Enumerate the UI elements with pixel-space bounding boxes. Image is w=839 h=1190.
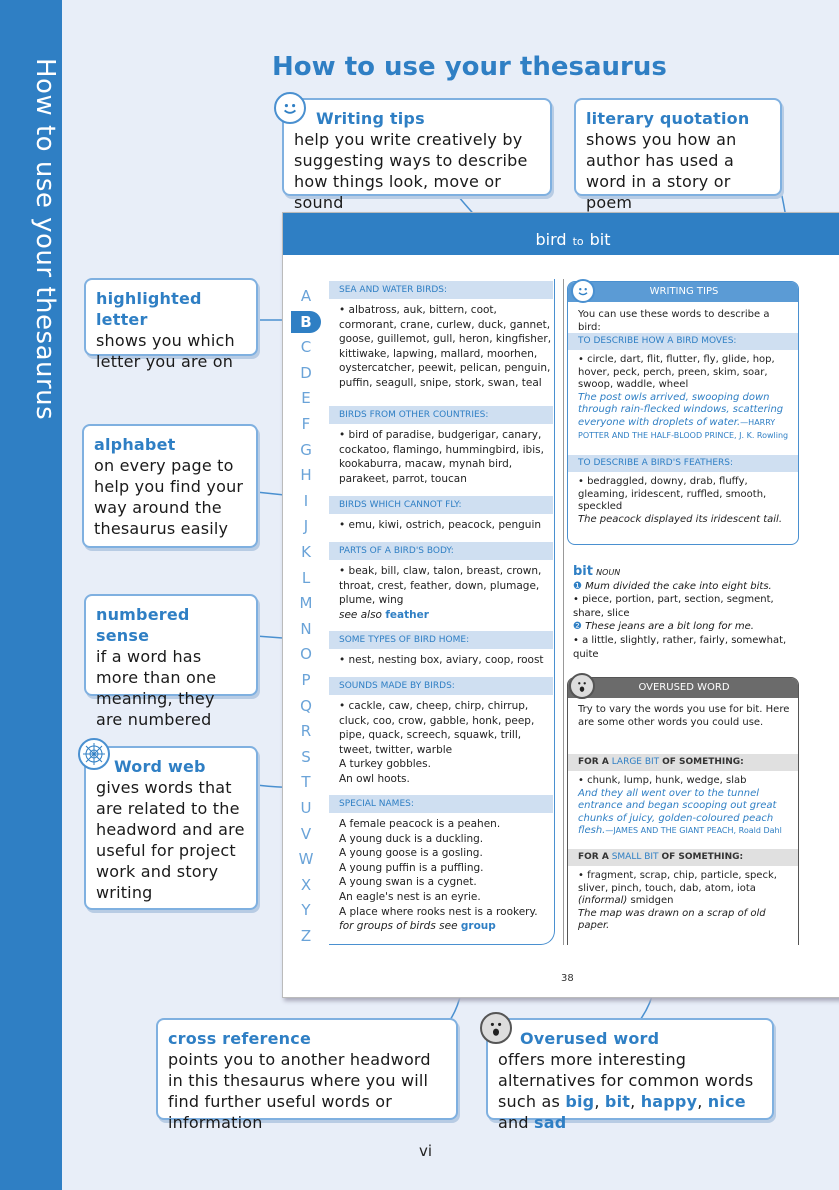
literary-quote: And they all went over to the tunnel entrance and began scooping out great chunks of juicy, golden-coloured peach flesh. xyxy=(578,787,777,837)
alphabet-letter[interactable]: R xyxy=(300,722,312,741)
callout-title: highlighted letter xyxy=(96,289,202,329)
section-text: • emu, kiwi, ostrich, peacock, penguin xyxy=(339,519,542,531)
box-text xyxy=(578,775,794,838)
page-header xyxy=(283,213,839,255)
word-link[interactable]: big xyxy=(565,1092,595,1111)
conjunction: and xyxy=(498,1113,529,1132)
sub-label: FOR A xyxy=(578,757,609,767)
section-heading: SOME TYPES OF BIRD HOME: xyxy=(329,631,553,649)
section-line: A young swan is a cygnet. xyxy=(339,876,477,889)
web-icon xyxy=(78,738,110,770)
sub-keyword: SMALL BIT xyxy=(611,852,659,862)
section-line: A turkey gobbles. xyxy=(339,758,431,771)
quote-source: —HARRY POTTER AND THE HALF-BLOOD PRINCE, J. K. Rowling xyxy=(578,417,789,440)
word-link[interactable]: nice xyxy=(707,1092,746,1111)
box-text xyxy=(578,870,794,933)
example-sentence: Mum divided the cake into eight bits. xyxy=(585,580,772,592)
callout-text: gives words that are related to the headword and are useful for project work and story writing xyxy=(96,778,245,902)
sense-number-icon: ❷ xyxy=(573,621,582,633)
literary-quote: The post owls arrived, swooping down through rain-flecked windows, scattering everyone with droplets of water. xyxy=(578,391,784,428)
cross-reference-label: for groups of birds see xyxy=(339,920,458,933)
section-line: A place where rooks nest is a rookery. xyxy=(339,905,538,918)
alphabet-letter[interactable]: Y xyxy=(301,901,311,920)
section-heading: SPECIAL NAMES: xyxy=(329,795,553,813)
example-sentence: The peacock displayed its iridescent tail. xyxy=(578,513,783,525)
alphabet-letter[interactable]: Z xyxy=(300,927,312,945)
callout-text: help you write creatively by suggesting ways to describe how things look, move or sound xyxy=(294,130,528,212)
callout-numbered-sense xyxy=(84,594,258,729)
alphabet-letter[interactable]: U xyxy=(300,799,312,817)
callout-cross-reference xyxy=(156,1018,458,1132)
word-link[interactable]: happy xyxy=(640,1092,698,1111)
example-sentence: The map was drawn on a scrap of old paper. xyxy=(578,907,766,932)
word-list: • chunk, lump, hunk, wedge, slab xyxy=(578,775,747,786)
section-text xyxy=(339,564,553,622)
alphabet-letter[interactable]: A xyxy=(300,287,312,305)
smiley-icon xyxy=(571,279,595,303)
column-divider xyxy=(563,279,564,945)
word-list: • bedraggled, downy, drab, fluffy, gleaming, iridescent, ruffled, smooth, speckled xyxy=(578,476,767,513)
callout-title: Writing tips xyxy=(316,109,425,128)
entry-bit xyxy=(573,565,803,661)
section-heading: SOUNDS MADE BY BIRDS: xyxy=(329,677,553,695)
callout-word-web xyxy=(84,746,258,910)
box-subheading xyxy=(568,754,799,771)
word-list: • circle, dart, flit, flutter, fly, glide, hop, hover, peck, perch, preen, skim, soar, swoop, waddle, wheel xyxy=(578,354,775,391)
smiley-icon xyxy=(274,92,306,124)
box-intro: Try to vary the words you use for bit. Here are some other words you could use. xyxy=(578,704,790,728)
word-list: • fragment, scrap, chip, particle, speck, sliver, pinch, touch, dab, atom, iota xyxy=(578,870,777,894)
header-first-word: bird xyxy=(535,230,567,249)
cross-reference-link[interactable]: group xyxy=(460,920,496,933)
alphabet-letter[interactable]: V xyxy=(300,824,312,843)
section-text: • nest, nesting box, aviary, coop, roost xyxy=(339,654,544,666)
alphabet-letter[interactable]: M xyxy=(299,594,313,613)
synonyms: • a little, slightly, rather, fairly, somewhat, quite xyxy=(573,634,787,660)
section-heading: BIRDS WHICH CANNOT FLY: xyxy=(329,496,553,514)
alphabet-letter[interactable]: O xyxy=(300,645,312,664)
section-heading: BIRDS FROM OTHER COUNTRIES: xyxy=(329,406,553,424)
header-last-word: bit xyxy=(589,230,611,249)
section-line: A young goose is a gosling. xyxy=(339,847,483,860)
section-line: An eagle's nest is an eyrie. xyxy=(339,890,481,903)
box-heading: WRITING TIPS xyxy=(568,282,799,302)
sub-keyword: LARGE BIT xyxy=(611,757,660,767)
alphabet-letter[interactable]: X xyxy=(300,875,312,894)
callout-text: on every page to help you find your way around the thesaurus easily xyxy=(94,456,244,538)
box-subheading xyxy=(568,849,799,866)
alphabet-letter[interactable]: S xyxy=(301,747,311,766)
alphabet-letter[interactable]: E xyxy=(301,389,311,408)
sample-page xyxy=(282,212,839,998)
example-sentence: These jeans are a bit long for me. xyxy=(585,621,754,633)
header-to: to xyxy=(572,235,584,248)
section-text: • bird of paradise, budgerigar, canary, cockatoo, flamingo, hummingbird, ibis, kookaburra, macaw, mynah bird, parakeet, parrot, toucan xyxy=(339,429,544,485)
alphabet-letter[interactable]: I xyxy=(303,491,309,510)
alphabet-letter[interactable]: H xyxy=(300,466,312,485)
callout-title: numbered sense xyxy=(96,605,190,645)
alphabet-letter[interactable]: N xyxy=(300,619,312,638)
box-intro: You can use these words to describe a bird: xyxy=(578,309,770,333)
synonyms: • piece, portion, part, section, segment, share, slice xyxy=(573,594,774,619)
callout-text: points you to another headword in this thesaurus where you will find further useful words or information xyxy=(168,1050,431,1132)
box-text xyxy=(578,476,794,526)
see-also-label: see also xyxy=(339,608,382,621)
alphabet-letter[interactable]: J xyxy=(303,517,309,536)
word-link[interactable]: bit xyxy=(604,1092,631,1111)
box-subheading: TO DESCRIBE A BIRD'S FEATHERS: xyxy=(568,455,799,472)
section-heading: SEA AND WATER BIRDS: xyxy=(329,281,553,299)
callout-highlighted-letter xyxy=(84,278,258,371)
see-also-link[interactable]: feather xyxy=(385,608,429,621)
callout-body: offers more interesting alternatives for common words such as xyxy=(498,1050,754,1111)
section-text: • albatross, auk, bittern, coot, cormorant, crane, curlew, duck, gannet, goose, guillemot, gull, heron, kingfisher, kittiwake, lapwing, mallard, moorhen, oystercatcher, peewit, pelican, penguin, puffin, seagull, snipe, stork, swan, teal xyxy=(339,304,552,389)
writing-tips-box xyxy=(567,281,799,545)
callout-literary-quotation xyxy=(574,98,782,212)
alphabet-letter[interactable]: D xyxy=(300,363,312,382)
alphabet-letter[interactable]: G xyxy=(300,440,312,459)
section-line: A young puffin is a puffling. xyxy=(339,861,484,874)
quote-source: —JAMES AND THE GIANT PEACH, Roald Dahl xyxy=(605,826,782,836)
callout-text: if a word has more than one meaning, they are numbered xyxy=(96,647,217,729)
page-number: 38 xyxy=(561,973,574,984)
box-subheading: TO DESCRIBE HOW A BIRD MOVES: xyxy=(568,333,799,350)
section-words: • cackle, caw, cheep, chirp, chirrup, cluck, coo, crow, gabble, honk, peep, pipe, quack, screech, squawk, trill, tweet, twitter, warble xyxy=(339,700,535,756)
sub-label: FOR A xyxy=(578,852,609,862)
callout-overused-word xyxy=(486,1018,774,1132)
callout-text: shows you how an author has used a word in a story or poem xyxy=(586,130,737,212)
surprised-face-icon xyxy=(569,673,595,699)
box-text xyxy=(578,354,794,442)
section-text xyxy=(339,699,553,787)
section-words: • beak, bill, claw, talon, breast, crown, throat, crest, feather, down, plumage, plume, wing xyxy=(339,565,542,607)
callout-writing-tips xyxy=(282,98,552,212)
sidebar-title: How to use your thesaurus xyxy=(30,58,60,421)
alphabet-letter[interactable]: P xyxy=(301,671,311,689)
callout-text: offers more interesting alternatives for common words such as big, bit, happy, nice and sad xyxy=(498,1050,754,1132)
alphabet-letter[interactable]: T xyxy=(301,773,311,792)
callout-title: cross reference xyxy=(168,1029,312,1048)
surprised-face-icon xyxy=(480,1012,512,1044)
alphabet-letter-selected[interactable]: B xyxy=(291,311,321,333)
word-link[interactable]: sad xyxy=(534,1113,567,1132)
column-bird xyxy=(329,279,555,945)
callout-title: literary quotation xyxy=(586,109,750,128)
overused-word-box xyxy=(567,677,799,945)
headword: bit xyxy=(573,564,593,579)
box-heading: OVERUSED WORD xyxy=(568,678,799,698)
part-of-speech: NOUN xyxy=(596,568,621,577)
section-line: A young duck is a duckling. xyxy=(339,832,484,845)
alphabet-letter[interactable]: K xyxy=(301,543,311,561)
alphabet-letter[interactable]: Q xyxy=(300,696,312,715)
alphabet-letter[interactable]: C xyxy=(300,338,312,357)
informal-label: (informal) xyxy=(578,895,628,907)
callout-text: shows you which letter you are on xyxy=(96,331,235,371)
sense-number-icon: ❶ xyxy=(573,580,582,592)
section-line: A female peacock is a peahen. xyxy=(339,818,501,830)
section-heading: PARTS OF A BIRD'S BODY: xyxy=(329,542,553,560)
alphabet-letter[interactable]: F xyxy=(301,415,311,433)
alphabet-letter[interactable]: W xyxy=(298,850,314,869)
callout-title: Overused word xyxy=(520,1029,660,1048)
informal-word: smidgen xyxy=(630,895,674,907)
section-text xyxy=(339,817,553,934)
sub-label: OF SOMETHING: xyxy=(662,757,744,767)
footer-page-number: vi xyxy=(419,1142,433,1160)
section-line: An owl hoots. xyxy=(339,772,410,785)
callout-title: alphabet xyxy=(94,435,176,454)
sub-label: OF SOMETHING: xyxy=(661,852,744,862)
callout-title: Word web xyxy=(114,757,206,776)
alphabet-letter[interactable]: L xyxy=(301,568,311,587)
page-title: How to use your thesaurus xyxy=(272,52,667,82)
callout-alphabet xyxy=(82,424,258,548)
